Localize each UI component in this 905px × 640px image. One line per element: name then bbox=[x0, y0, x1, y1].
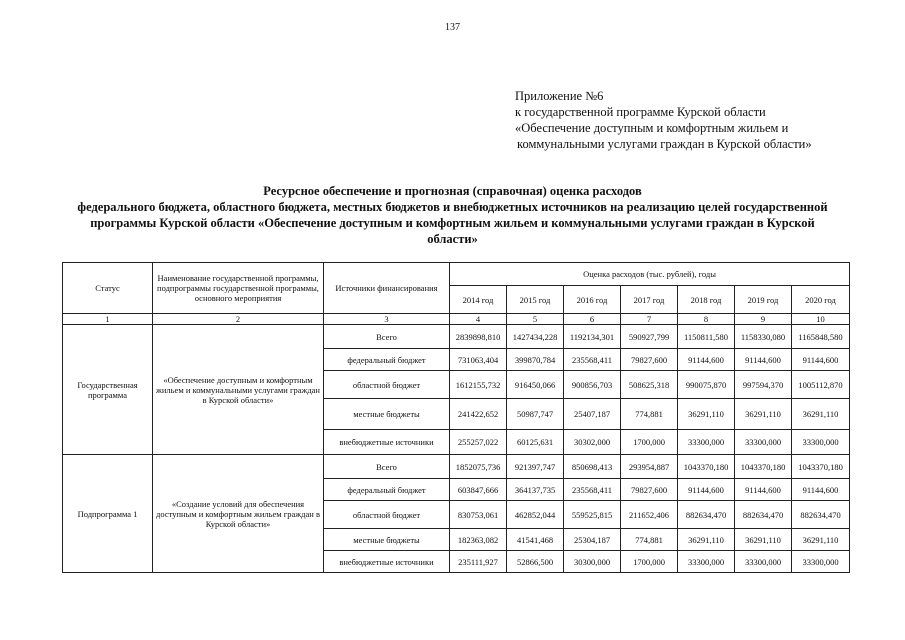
page-number: 137 bbox=[445, 22, 460, 33]
header-year: 2017 год bbox=[621, 286, 678, 314]
value-cell: 1150811,580 bbox=[678, 325, 735, 349]
title-line: области» bbox=[427, 232, 478, 246]
value-cell: 882634,470 bbox=[678, 501, 735, 529]
source-cell: внебюджетные источники bbox=[324, 551, 450, 573]
title-line: федерального бюджета, областного бюджета, местных бюджетов и внебюджетных источников на реализацию целей государственной bbox=[77, 200, 828, 214]
value-cell: 774,881 bbox=[621, 399, 678, 430]
status-cell: Подпрограмма 1 bbox=[63, 455, 153, 573]
value-cell: 900856,703 bbox=[564, 371, 621, 399]
value-cell: 33300,000 bbox=[735, 551, 792, 573]
source-cell: Всего bbox=[324, 455, 450, 479]
value-cell: 33300,000 bbox=[792, 430, 850, 455]
header-year: 2016 год bbox=[564, 286, 621, 314]
document-title bbox=[60, 183, 845, 247]
value-cell: 603847,666 bbox=[450, 479, 507, 501]
header-year: 2015 год bbox=[507, 286, 564, 314]
column-number: 7 bbox=[621, 314, 678, 325]
value-cell: 25407,187 bbox=[564, 399, 621, 430]
value-cell: 1005112,870 bbox=[792, 371, 850, 399]
value-cell: 399870,784 bbox=[507, 349, 564, 371]
column-number: 9 bbox=[735, 314, 792, 325]
value-cell: 1192134,301 bbox=[564, 325, 621, 349]
value-cell: 1427434,228 bbox=[507, 325, 564, 349]
value-cell: 997594,370 bbox=[735, 371, 792, 399]
value-cell: 60125,631 bbox=[507, 430, 564, 455]
column-number: 8 bbox=[678, 314, 735, 325]
value-cell: 25304,187 bbox=[564, 529, 621, 551]
value-cell: 33300,000 bbox=[792, 551, 850, 573]
value-cell: 916450,066 bbox=[507, 371, 564, 399]
value-cell: 91144,600 bbox=[678, 349, 735, 371]
value-cell: 33300,000 bbox=[735, 430, 792, 455]
value-cell: 91144,600 bbox=[792, 479, 850, 501]
column-number: 6 bbox=[564, 314, 621, 325]
value-cell: 990075,870 bbox=[678, 371, 735, 399]
value-cell: 52866,500 bbox=[507, 551, 564, 573]
value-cell: 50987,747 bbox=[507, 399, 564, 430]
source-cell: Всего bbox=[324, 325, 450, 349]
column-number: 10 bbox=[792, 314, 850, 325]
name-cell: «Создание условий для обеспечения доступным и комфортным жильем граждан в Курской области» bbox=[153, 455, 324, 573]
program-group bbox=[63, 325, 850, 455]
value-cell: 30300,000 bbox=[564, 551, 621, 573]
value-cell: 1612155,732 bbox=[450, 371, 507, 399]
header-year: 2020 год bbox=[792, 286, 850, 314]
value-cell: 211652,406 bbox=[621, 501, 678, 529]
value-cell: 364137,735 bbox=[507, 479, 564, 501]
value-cell: 1043370,180 bbox=[678, 455, 735, 479]
value-cell: 91144,600 bbox=[678, 479, 735, 501]
header-source: Источники финансирования bbox=[324, 263, 450, 314]
value-cell: 182363,082 bbox=[450, 529, 507, 551]
value-cell: 30302,000 bbox=[564, 430, 621, 455]
value-cell: 293954,887 bbox=[621, 455, 678, 479]
value-cell: 590927,799 bbox=[621, 325, 678, 349]
column-number: 2 bbox=[153, 314, 324, 325]
source-cell: внебюджетные источники bbox=[324, 430, 450, 455]
value-cell: 79827,600 bbox=[621, 479, 678, 501]
appendix-line: Приложение №6 bbox=[515, 89, 604, 103]
appendix-line: коммунальными услугами граждан в Курской области» bbox=[517, 137, 812, 151]
column-number: 5 bbox=[507, 314, 564, 325]
value-cell: 91144,600 bbox=[735, 479, 792, 501]
column-number: 4 bbox=[450, 314, 507, 325]
table-header bbox=[63, 263, 850, 325]
value-cell: 255257,022 bbox=[450, 430, 507, 455]
value-cell: 882634,470 bbox=[735, 501, 792, 529]
appendix-line: к государственной программе Курской области bbox=[515, 105, 766, 119]
value-cell: 41541,468 bbox=[507, 529, 564, 551]
value-cell: 33300,000 bbox=[678, 430, 735, 455]
value-cell: 91144,600 bbox=[792, 349, 850, 371]
header-year: 2018 год bbox=[678, 286, 735, 314]
source-cell: местные бюджеты bbox=[324, 529, 450, 551]
source-cell: федеральный бюджет bbox=[324, 479, 450, 501]
source-cell: областной бюджет bbox=[324, 501, 450, 529]
source-cell: областной бюджет bbox=[324, 371, 450, 399]
header-year: 2014 год bbox=[450, 286, 507, 314]
appendix-line: «Обеспечение доступным и комфортным жильем и bbox=[515, 121, 789, 135]
column-number: 1 bbox=[63, 314, 153, 325]
value-cell: 235568,411 bbox=[564, 349, 621, 371]
column-number: 3 bbox=[324, 314, 450, 325]
value-cell: 33300,000 bbox=[678, 551, 735, 573]
value-cell: 91144,600 bbox=[735, 349, 792, 371]
value-cell: 774,881 bbox=[621, 529, 678, 551]
value-cell: 36291,110 bbox=[792, 529, 850, 551]
value-cell: 921397,747 bbox=[507, 455, 564, 479]
header-year: 2019 год bbox=[735, 286, 792, 314]
status-cell: Государственная программа bbox=[63, 325, 153, 455]
resource-table bbox=[62, 262, 850, 573]
value-cell: 36291,110 bbox=[792, 399, 850, 430]
header-estimate: Оценка расходов (тыс. рублей), годы bbox=[450, 263, 850, 286]
title-line: программы Курской области «Обеспечение доступным и комфортным жильем и коммунальными услугами граждан в Курской bbox=[90, 216, 815, 230]
value-cell: 1700,000 bbox=[621, 551, 678, 573]
source-cell: местные бюджеты bbox=[324, 399, 450, 430]
value-cell: 235111,927 bbox=[450, 551, 507, 573]
value-cell: 241422,652 bbox=[450, 399, 507, 430]
title-line: Ресурсное обеспечение и прогнозная (справочная) оценка расходов bbox=[263, 184, 642, 198]
value-cell: 731063,404 bbox=[450, 349, 507, 371]
header-status: Статус bbox=[63, 263, 153, 314]
value-cell: 36291,110 bbox=[678, 399, 735, 430]
appendix-block bbox=[515, 88, 812, 152]
value-cell: 1700,000 bbox=[621, 430, 678, 455]
value-cell: 36291,110 bbox=[678, 529, 735, 551]
value-cell: 1043370,180 bbox=[735, 455, 792, 479]
value-cell: 1158330,080 bbox=[735, 325, 792, 349]
value-cell: 79827,600 bbox=[621, 349, 678, 371]
value-cell: 1043370,180 bbox=[792, 455, 850, 479]
value-cell: 1165848,580 bbox=[792, 325, 850, 349]
value-cell: 830753,061 bbox=[450, 501, 507, 529]
value-cell: 235568,411 bbox=[564, 479, 621, 501]
value-cell: 462852,044 bbox=[507, 501, 564, 529]
table-row bbox=[63, 325, 850, 349]
subprogram-group bbox=[63, 455, 850, 573]
value-cell: 2839898,810 bbox=[450, 325, 507, 349]
source-cell: федеральный бюджет bbox=[324, 349, 450, 371]
value-cell: 559525,815 bbox=[564, 501, 621, 529]
value-cell: 36291,110 bbox=[735, 399, 792, 430]
name-cell: «Обеспечение доступным и комфортным жильем и коммунальными услугами граждан в Курской области» bbox=[153, 325, 324, 455]
value-cell: 850698,413 bbox=[564, 455, 621, 479]
value-cell: 882634,470 bbox=[792, 501, 850, 529]
value-cell: 36291,110 bbox=[735, 529, 792, 551]
value-cell: 508625,318 bbox=[621, 371, 678, 399]
header-name: Наименование государственной программы, подпрограммы государственной программы, основного мероприятия bbox=[153, 263, 324, 314]
value-cell: 1852075,736 bbox=[450, 455, 507, 479]
table-row bbox=[63, 455, 850, 479]
